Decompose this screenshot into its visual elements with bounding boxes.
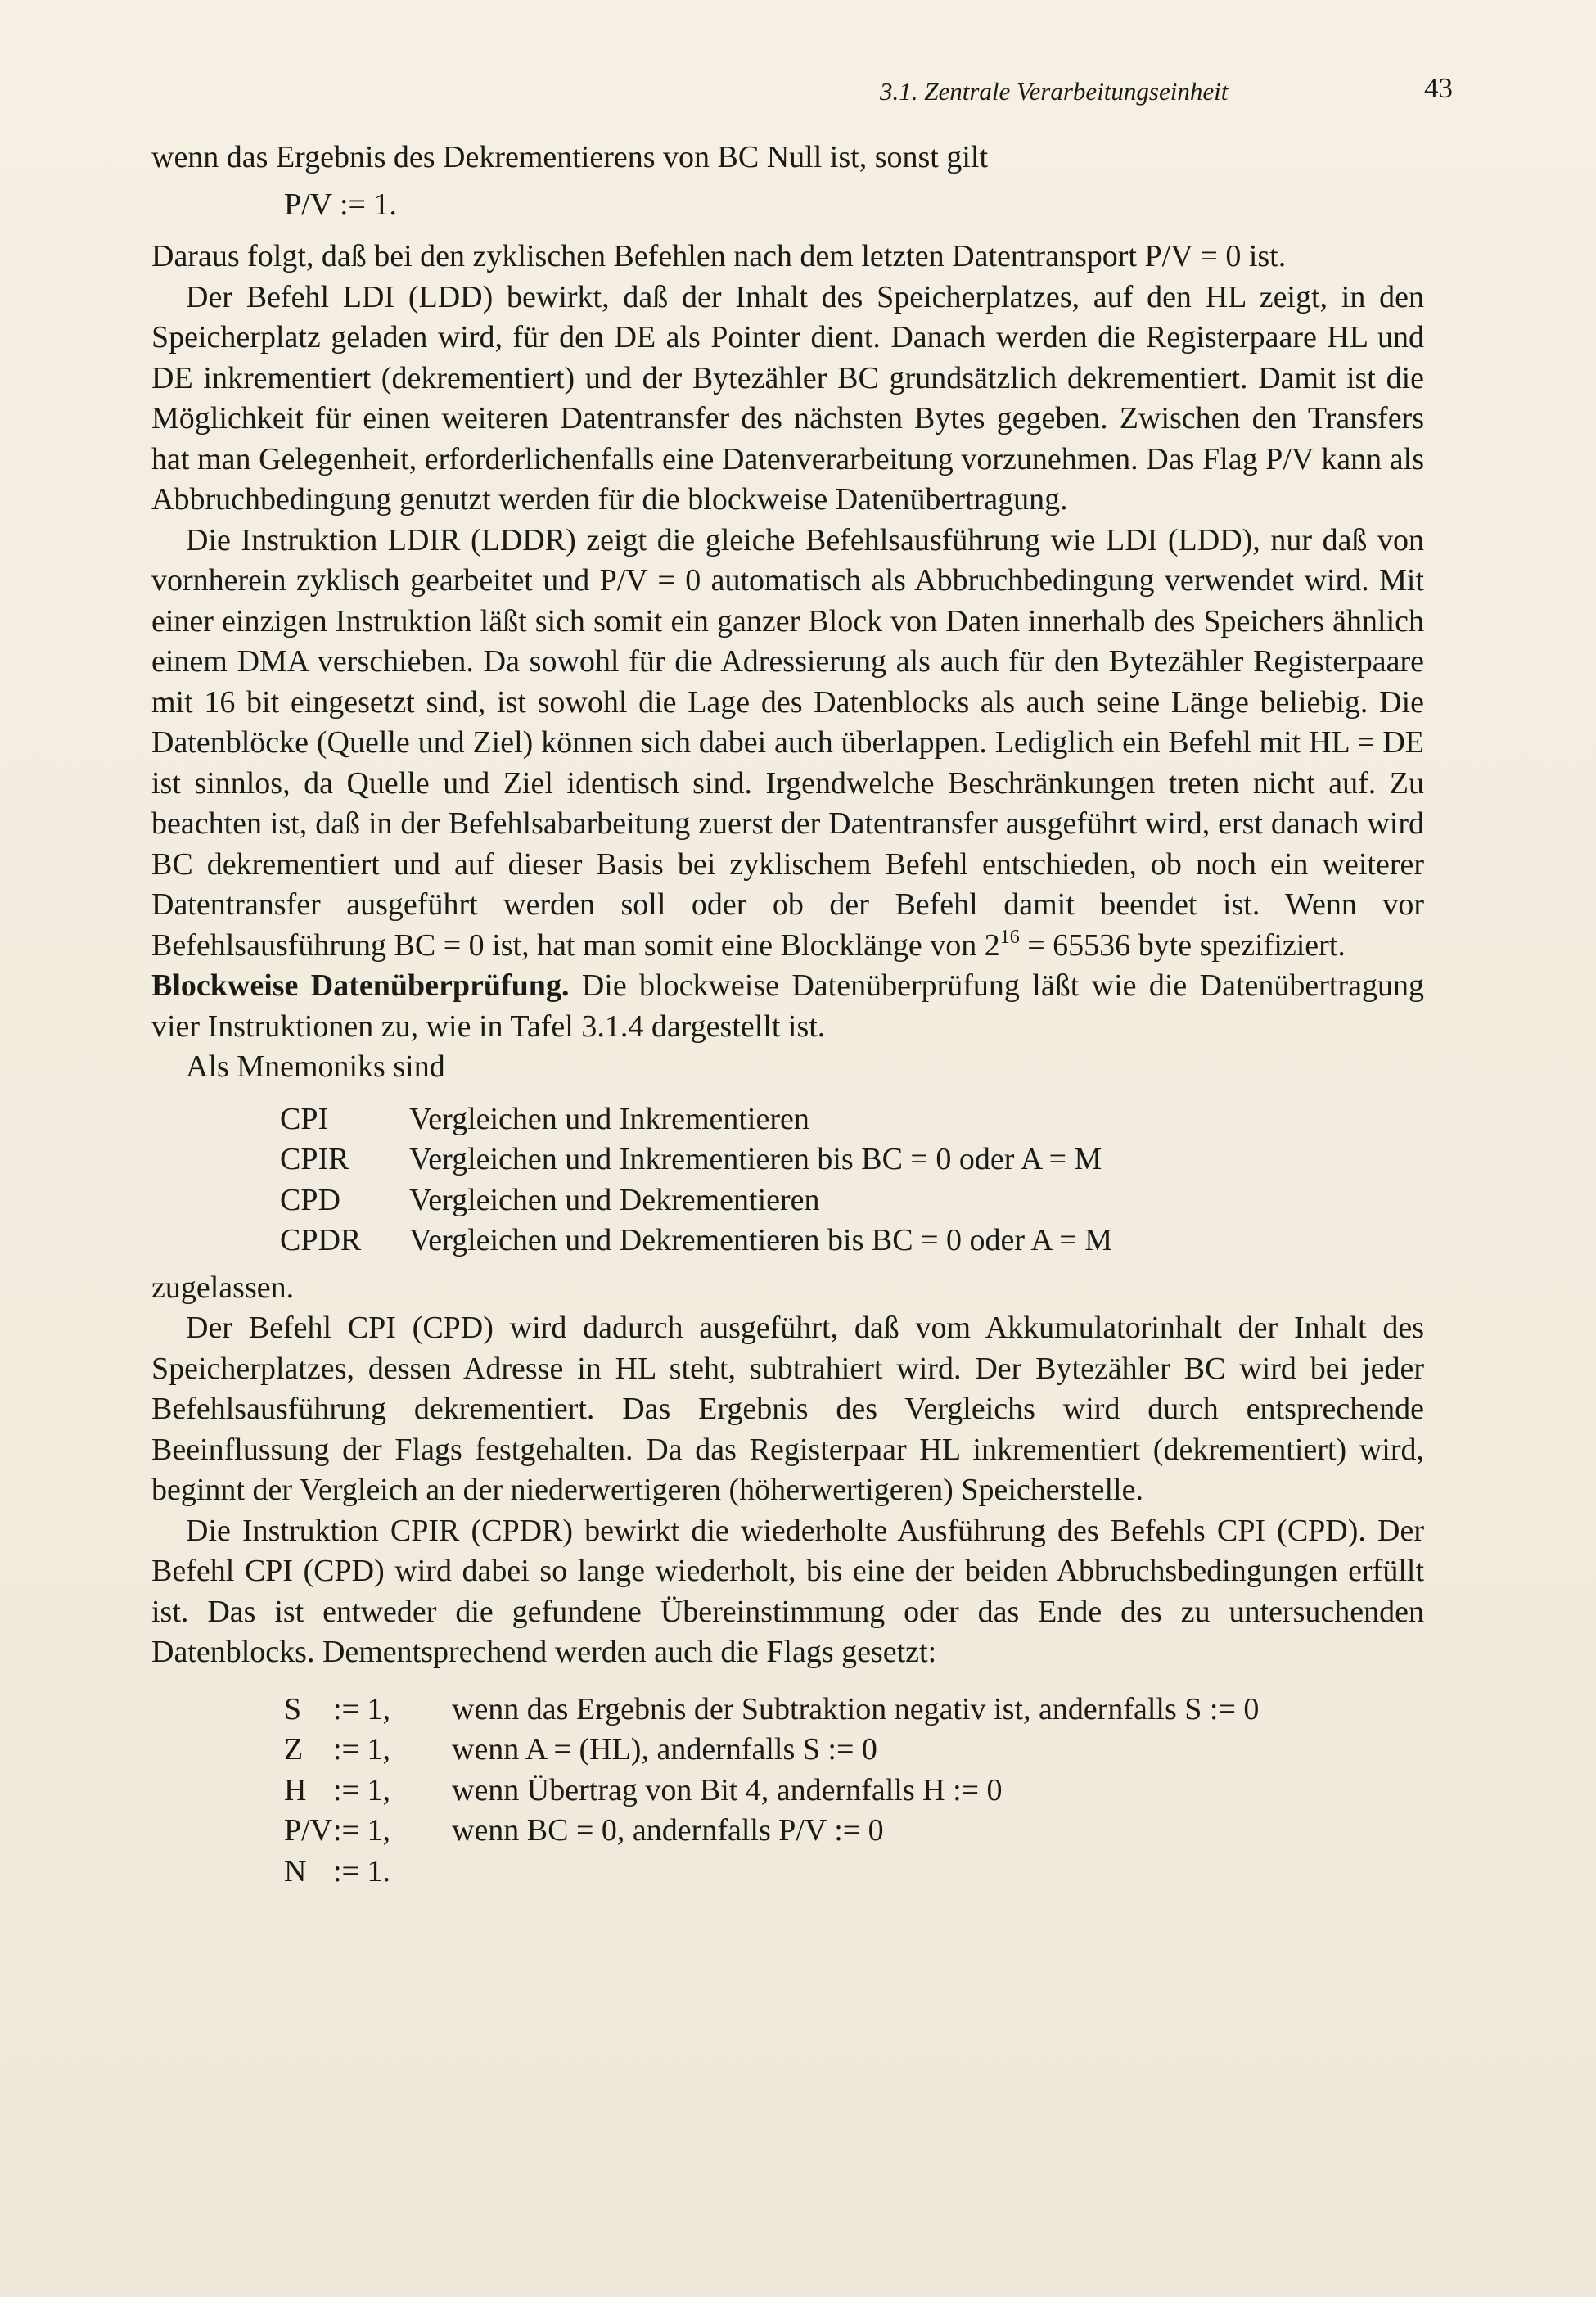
- mnemonic-row: [280, 1180, 1424, 1221]
- power-exponent: 16: [999, 926, 1020, 948]
- paragraph: Der Befehl LDI (LDD) bewirkt, daß der Inhalt des Speicherplatzes, auf den HL zeigt, in den Speicherplatz geladen wird, für den DE als Pointer dient. Danach werden die Registerpaare HL und DE inkrementiert (dekrementiert) und der Bytezähler BC grundsätzlich dekrementiert. Damit ist die Möglichkeit für einen weiteren Datentransfer des nächsten Bytes gegeben. Zwischen den Transfers hat man Gelegenheit, erforderlichenfalls eine Datenverarbeitung vorzunehmen. Das Flag P/V kann als Abbruchbedingung genutzt werden für die blockweise Datenübertragung.: [151, 279, 1424, 517]
- paragraph-text: Die Instruktion LDIR (LDDR) zeigt die gleiche Befehlsausführung wie LDI (LDD), nur daß von vornherein zyklisch gearbeitet und P/V = 0 automatisch als Abbruchbedingung verwendet wird. Mit einer einzigen Instruktion läßt sich somit ein ganzer Block von Daten innerhalb des Speichers ähnlich einem DMA verschieben. Da sowohl für die Adressierung als auch für den Bytezähler Registerpaare mit 16 bit eingesetzt sind, ist sowohl die Lage des Datenblocks als auch seine Länge beliebig. Die Datenblöcke (Quelle und Ziel) können sich dabei auch überlappen. Lediglich ein Befehl mit HL = DE ist sinnlos, da Quelle und Ziel identisch sind. Irgendwelche Beschränkungen treten nicht auf. Zu beachten ist, daß in der Befehlsabarbeitung zuerst der Datentransfer ausgeführt wird, erst danach wird BC dekrementiert und auf dieser Basis bei zyklischem Befehl entschieden, ob noch ein weiterer Datentransfer ausgeführt werden soll oder ob der Befehl damit beendet ist. Wenn vor Befehlsausführung BC = 0 ist, hat man somit eine Blocklänge von: [151, 522, 1424, 963]
- page-header: [880, 72, 1453, 113]
- paragraph: zugelassen.: [151, 1270, 295, 1305]
- flag-row: [284, 1690, 1424, 1731]
- mnemonic-list: [280, 1099, 1424, 1261]
- mnemonic-code: CPI: [280, 1101, 329, 1136]
- page-body: [151, 138, 1424, 1892]
- mnemonic-row: [280, 1139, 1424, 1180]
- flag-assignment: := 1,: [333, 1691, 390, 1726]
- paragraph: Der Befehl CPI (CPD) wird dadurch ausgeführt, daß vom Akkumulatorinhalt der Inhalt des Speicherplatzes, dessen Adresse in HL steht, subtrahiert wird. Der Bytezähler BC wird bei jeder Befehlsausführung dekrementiert. Das Ergebnis des Vergleichs wird durch entsprechende Beeinflussung der Flags festgehalten. Da das Registerpaar HL inkrementiert (dekrementiert) wird, beginnt der Vergleich an der niederwertigeren (höherwertigeren) Speicherstelle.: [151, 1311, 1424, 1507]
- flag-condition: wenn das Ergebnis der Subtraktion negativ ist, andernfalls S := 0: [452, 1691, 1260, 1726]
- flag-row: [284, 1811, 1424, 1852]
- flag-register: S: [284, 1691, 302, 1726]
- flag-row: [284, 1852, 1424, 1893]
- flag-register: Z: [284, 1732, 304, 1767]
- mnemonic-description: Vergleichen und Dekrementieren: [409, 1182, 820, 1217]
- flag-row: [284, 1771, 1424, 1812]
- paragraph: Die Instruktion CPIR (CPDR) bewirkt die wiederholte Ausführung des Befehls CPI (CPD). Der Befehl CPI (CPD) wird dabei so lange wiederholt, bis eine der beiden Abbruchsbedingungen erfüllt ist. Das ist entweder die gefundene Übereinstimmung oder das Ende des zu untersuchenden Datenblocks. Dementsprechend werden auch die Flags gesetzt:: [151, 1513, 1424, 1669]
- section-heading: Blockweise Datenüberprüfung.: [151, 968, 570, 1003]
- flag-assignment: := 1.: [333, 1853, 390, 1889]
- flag-register: H: [284, 1772, 307, 1807]
- power-base: 2: [984, 927, 1000, 963]
- formula: P/V := 1.: [284, 187, 397, 222]
- page-number: 43: [1424, 72, 1453, 104]
- flag-condition: wenn A = (HL), andernfalls S := 0: [452, 1732, 877, 1767]
- flag-register: P/V: [284, 1813, 333, 1848]
- paragraph: Als Mnemoniks sind: [186, 1049, 445, 1084]
- paragraph-tail: = 65536 byte spezifiziert.: [1019, 927, 1346, 963]
- flag-list: [284, 1690, 1424, 1893]
- mnemonic-code: CPDR: [280, 1223, 362, 1257]
- flag-condition: wenn Übertrag von Bit 4, andernfalls H := 0: [452, 1772, 1003, 1807]
- flag-assignment: := 1,: [333, 1732, 390, 1767]
- mnemonic-code: CPIR: [280, 1142, 349, 1176]
- mnemonic-description: Vergleichen und Dekrementieren bis BC = 0 oder A = M: [409, 1223, 1112, 1257]
- mnemonic-description: Vergleichen und Inkrementieren: [409, 1101, 809, 1136]
- paragraph-text: Die blockweise Datenüberprüfung läßt wie die Datenübertragung vier Instruktionen zu, wie in Tafel 3.1.4 dargestellt ist.: [151, 968, 1424, 1044]
- mnemonic-row: [280, 1221, 1424, 1261]
- mnemonic-code: CPD: [280, 1182, 340, 1217]
- mnemonic-row: [280, 1099, 1424, 1140]
- flag-row: [284, 1730, 1424, 1771]
- flag-assignment: := 1,: [333, 1772, 390, 1807]
- running-head: 3.1. Zentrale Verarbeitungseinheit: [880, 77, 1229, 106]
- paragraph: Daraus folgt, daß bei den zyklischen Befehlen nach dem letzten Datentransport P/V = 0 ist.: [151, 239, 1287, 273]
- paragraph: [151, 966, 1424, 1047]
- flag-condition: wenn BC = 0, andernfalls P/V := 0: [452, 1813, 884, 1848]
- mnemonic-description: Vergleichen und Inkrementieren bis BC = 0 oder A = M: [409, 1142, 1102, 1176]
- flag-assignment: := 1,: [333, 1813, 390, 1848]
- paragraph: wenn das Ergebnis des Dekrementierens von BC Null ist, sonst gilt: [151, 140, 989, 174]
- paragraph: [151, 521, 1424, 967]
- flag-register: N: [284, 1853, 307, 1889]
